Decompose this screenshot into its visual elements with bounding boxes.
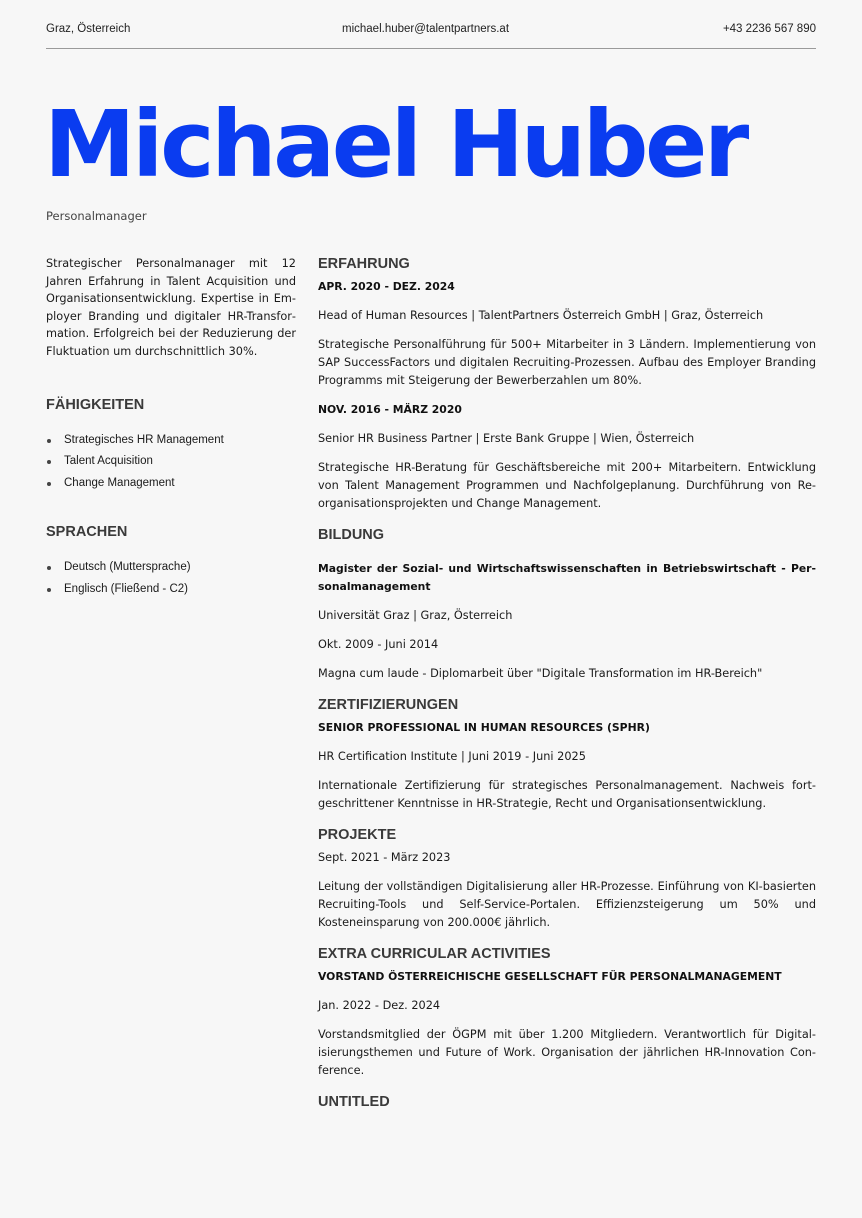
certifications-heading: ZERTIFIZIERUNGEN: [318, 697, 459, 713]
untitled-section: [318, 1094, 816, 1110]
education-school: Universität Graz | Graz, Österreich: [318, 609, 513, 622]
education-heading: BILDUNG: [318, 527, 385, 543]
job-position: Senior HR Business Partner | Erste Bank Gruppe | Wien, Österreich: [318, 432, 695, 445]
skills-heading: FÄHIGKEITEN: [46, 396, 145, 413]
certification-description: Internationale Zertifizierung für strategisches Personalmanagement. Nachweis fortgeschrittener Kenntnisse in HR-Strategie, Recht und Organisationsentwicklung.: [318, 779, 816, 810]
projects-section: [318, 827, 816, 932]
education-section: [318, 527, 816, 683]
languages-list: [46, 557, 296, 600]
extra-description: Vorstandsmitglied der ÖGPM mit über 1.200 Mitgliedern. Verantwortlich für Digitalisierungsthemen und Future of Work. Organisation der jährlichen HR-Innovation Conference.: [318, 1028, 816, 1077]
untitled-heading: UNTITLED: [318, 1094, 390, 1110]
project-description: Leitung der vollständigen Digitalisierung aller HR-Prozesse. Einführung von KI-basierten Recruiting-Tools und Self-Service-Portalen. Effizienzsteigerung um 50% und Kosteneinsparung von 200.000€ jährlich.: [318, 880, 816, 929]
project-period: Sept. 2021 - März 2023: [318, 851, 451, 864]
language-item: Deutsch (Muttersprache): [46, 557, 296, 579]
profile-summary: Strategischer Personalmanager mit 12 Jahren Erfahrung in Talent Acquisition und Organisationsentwicklung. Expertise in Employer Branding und digitaler HR-Transformation. Erfolgreich bei der Reduzierung der Fluktuation um durchschnittlich 30%.: [46, 257, 296, 358]
candidate-role: Personalmanager: [46, 209, 147, 223]
certifications-section: [318, 697, 816, 813]
language-item: Englisch (Fließend - C2): [46, 579, 296, 601]
right-column: [318, 256, 816, 1116]
certification-title: SENIOR PROFESSIONAL IN HUMAN RESOURCES (SPHR): [318, 721, 650, 734]
contact-phone[interactable]: +43 2236 567 890: [722, 23, 816, 35]
job-position: Head of Human Resources | TalentPartners Österreich GmbH | Graz, Österreich: [318, 309, 764, 322]
candidate-name: Michael Huber: [44, 91, 746, 198]
certification-issuer: HR Certification Institute | Juni 2019 - Juni 2025: [318, 750, 586, 763]
education-period: Okt. 2009 - Juni 2014: [318, 638, 439, 651]
contact-location: Graz, Österreich: [46, 23, 131, 35]
education-note: Magna cum laude - Diplomarbeit über "Digitale Transformation im HR-Bereich": [318, 667, 763, 680]
contact-bar: [46, 22, 816, 49]
languages-heading: SPRACHEN: [46, 524, 128, 541]
extra-section: [318, 946, 816, 1080]
skill-item: Strategisches HR Management: [46, 430, 296, 452]
experience-heading: ERFAHRUNG: [318, 256, 410, 272]
skill-item: Talent Acquisition: [46, 451, 296, 473]
extra-period: Jan. 2022 - Dez. 2024: [318, 999, 441, 1012]
education-degree: Magister der Sozial- und Wirtschaftswissenschaften in Betriebswirtschaft - Personalmanagement: [318, 562, 816, 593]
job-period: NOV. 2016 - MÄRZ 2020: [318, 403, 462, 416]
job-period: APR. 2020 - DEZ. 2024: [318, 280, 455, 293]
skills-list: [46, 430, 296, 495]
extra-title: VORSTAND ÖSTERREICHISCHE GESELLSCHAFT FÜR PERSONALMANAGEMENT: [318, 970, 782, 983]
projects-heading: PROJEKTE: [318, 827, 397, 843]
extra-heading: EXTRA CURRICULAR ACTIVITIES: [318, 946, 551, 962]
contact-email[interactable]: michael.huber@talentpartners.at: [342, 23, 510, 35]
left-column: [46, 255, 296, 600]
skill-item: Change Management: [46, 473, 296, 495]
job-description: Strategische HR-Beratung für Geschäftsbereiche mit 200+ Mitarbeitern. Entwicklung von Talent Management Programmen und Nachfolgeplanung. Durchführung von Reorganisationsprojekten und Change Management.: [318, 461, 816, 510]
job-description: Strategische Personalführung für 500+ Mitarbeiter in 3 Ländern. Implementierung von SAP SuccessFactors und digitalen Recruiting-Prozessen. Aufbau des Employer Branding Programms mit Steigerung der Bewerberzahlen um 80%.: [318, 338, 816, 387]
experience-section: [318, 256, 816, 513]
